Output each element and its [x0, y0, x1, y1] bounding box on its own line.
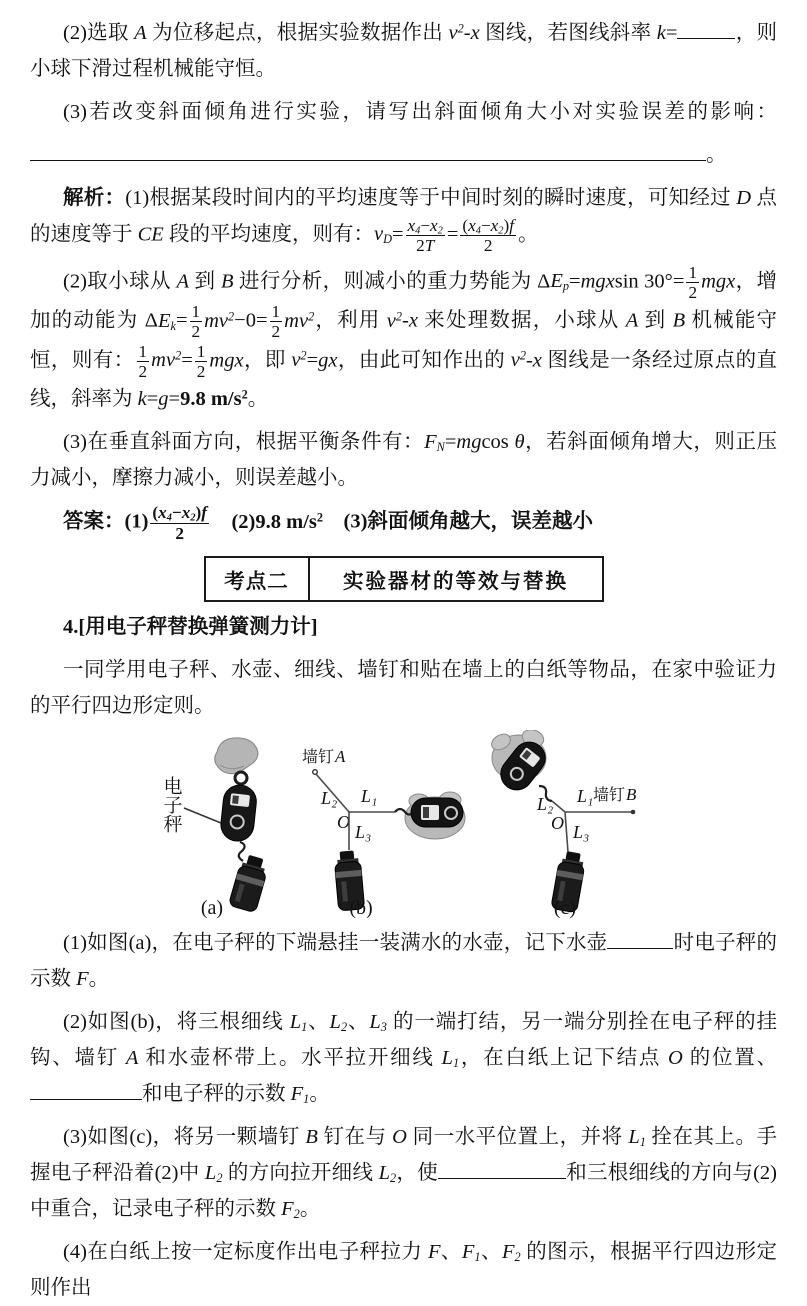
- answer-blank: [30, 1079, 142, 1099]
- label-L1: L₁: [576, 785, 593, 806]
- fraction: $\frac{(x_4-x_2)f}{2}$: [462, 216, 514, 256]
- topic2-badge: 考点二: [206, 558, 310, 600]
- experiment-figure: [30, 730, 777, 918]
- hook-icon: [238, 842, 244, 861]
- nail-b-dot: [630, 810, 635, 815]
- electronic-scale-graphic: [219, 783, 258, 842]
- scale-label: 电子秤: [160, 775, 181, 833]
- fraction: $\frac{1}{2}$: [196, 341, 206, 381]
- figure-panel-c: [481, 730, 671, 918]
- label-O: O: [336, 811, 350, 832]
- analysis-part2-paragraph: (2)取小球从 A 到 B 进行分析，则减小的重力势能为 $\Delta E_p=mgxsin$ 30°= $\frac{1}{2}$ mgx，增加的动能为 $\Delta E_k=$ $\frac{1}{2}$ $mv^2-0=$ $\frac{1}{2}$ $mv^2$，利用 $v^2-x$ 来处理数据，小球从 A 到 B 机械能守恒，则有： $\frac{1}{2}$ $mv^2=$ $\frac{1}{2}$ mgx，即 $v^2=gx$，由此可知作出的 $v^2-x$ 图线是一条经过原点的直线，斜率为 k=g=9.8 $m/s^2$。: [30, 262, 778, 411]
- answer-line: 答案：(1) $\frac{(x_4-x_2)f}{2}$ (2)9.8 $m/s^2$ (3)斜面倾角越大，误差越小: [63, 503, 593, 543]
- nail-b-label: 墙钉: [592, 786, 625, 804]
- kettle-graphic: [228, 853, 270, 913]
- label-L2: L₂: [536, 793, 553, 814]
- nail-a-label: 墙钉: [301, 748, 334, 766]
- label-O: O: [550, 812, 564, 833]
- fraction: $\frac{1}{2}$: [191, 302, 201, 342]
- question4-step4: (4)在白纸上按一定标度作出电子秤拉力 F、$F_1$、$F_2$ 的图示，根据平行四边形定则作出: [30, 1240, 778, 1299]
- hand-icon: [214, 738, 257, 774]
- caption-b: (b): [348, 896, 373, 918]
- figure-panel-a: [137, 734, 287, 918]
- fraction: $\frac{(x_4-x_2)f}{2}$: [152, 503, 207, 543]
- string-L3: [565, 812, 568, 852]
- question4-step3: (3)如图(c)，将另一颗墙钉 B 钉在与 O 同一水平位置上，并将 $L_1$ 拴在其上。手握电子秤沿着(2)中 $L_2$ 的方向拉开细线 $L_2$，使 和三根细线的方向与(2)中重合，记录电子秤的示数 $F_2$。: [30, 1125, 778, 1221]
- question2-paragraph: (2)选取 A 为位移起点，根据实验数据作出 $v^2-x$ 图线，若图线斜率 k= ，则小球下滑过程机械能守恒。: [30, 15, 777, 87]
- label-L3: L₃: [572, 821, 589, 842]
- string-L2: [552, 801, 565, 812]
- question4-step2: (2)如图(b)，将三根细线 $L_1$、$L_2$、$L_3$ 的一端打结，另一端分别拴在电子秤的挂钩、墙钉 A 和水壶杯带上。水平拉开细线 $L_1$，在白纸上记下结点 O 的位置、和电子秤的示数 $F_1$。: [30, 1010, 778, 1106]
- caption-a: (a): [200, 896, 223, 918]
- answer-blank-line: 。: [30, 137, 777, 173]
- answer-blank: [438, 1158, 566, 1178]
- topic2-title: 实验器材的等效与替换: [343, 570, 568, 593]
- answer-blank: [677, 19, 735, 39]
- label-L2: L₂: [320, 787, 337, 808]
- topic2-header-box: [204, 556, 604, 602]
- analysis-part3-paragraph: (3)在垂直斜面方向，根据平衡条件有：$F_N=mgcos$ θ，若斜面倾角增大，则正压力减小，摩擦力减小，则误差越小。: [30, 431, 778, 490]
- caption-c: (c): [553, 896, 576, 918]
- problem4-title: 4.[用电子秤替换弹簧测力计]: [63, 615, 318, 638]
- fraction: $\frac{1}{2}$: [138, 341, 148, 381]
- analysis-part1-paragraph: 解析：(1)根据某段时间内的平均速度等于中间时刻的瞬时速度，可知经过 D 点的速度等于 CE 段的平均速度，则有：$v_D=$ $\frac{x_4-x_2}{2T}$ = $\frac{(x_4-x_2)f}{2}$ 。: [30, 187, 777, 256]
- label-L1: L₁: [360, 785, 377, 806]
- answer-blank: [30, 141, 706, 161]
- answer-blank: [607, 928, 673, 948]
- fraction: $\frac{1}{2}$: [688, 262, 698, 302]
- fraction: $\frac{x_4-x_2}{2T}$: [407, 216, 443, 256]
- scale-ring: [235, 772, 247, 784]
- label-pointer-line: [184, 808, 221, 823]
- fraction: $\frac{1}{2}$: [271, 302, 281, 342]
- nail-b-letter: B: [625, 784, 636, 804]
- question4-step1: (1)如图(a)，在电子秤的下端悬挂一装满水的水壶，记下水壶 时电子秤的示数 F。: [30, 925, 777, 997]
- nail-a-letter: A: [334, 746, 345, 766]
- label-L3: L₃: [354, 821, 371, 842]
- problem4-intro: 一同学用电子秤、水壶、细线、墙钉和贴在墙上的白纸等物品，在家中验证力的平行四边形定则。: [30, 658, 777, 717]
- figure-panel-b: [299, 734, 469, 918]
- question3-prompt: (3)若改变斜面倾角进行实验，请写出斜面倾角大小对实验误差的影响：: [63, 101, 777, 123]
- electronic-scale-graphic: [411, 798, 463, 827]
